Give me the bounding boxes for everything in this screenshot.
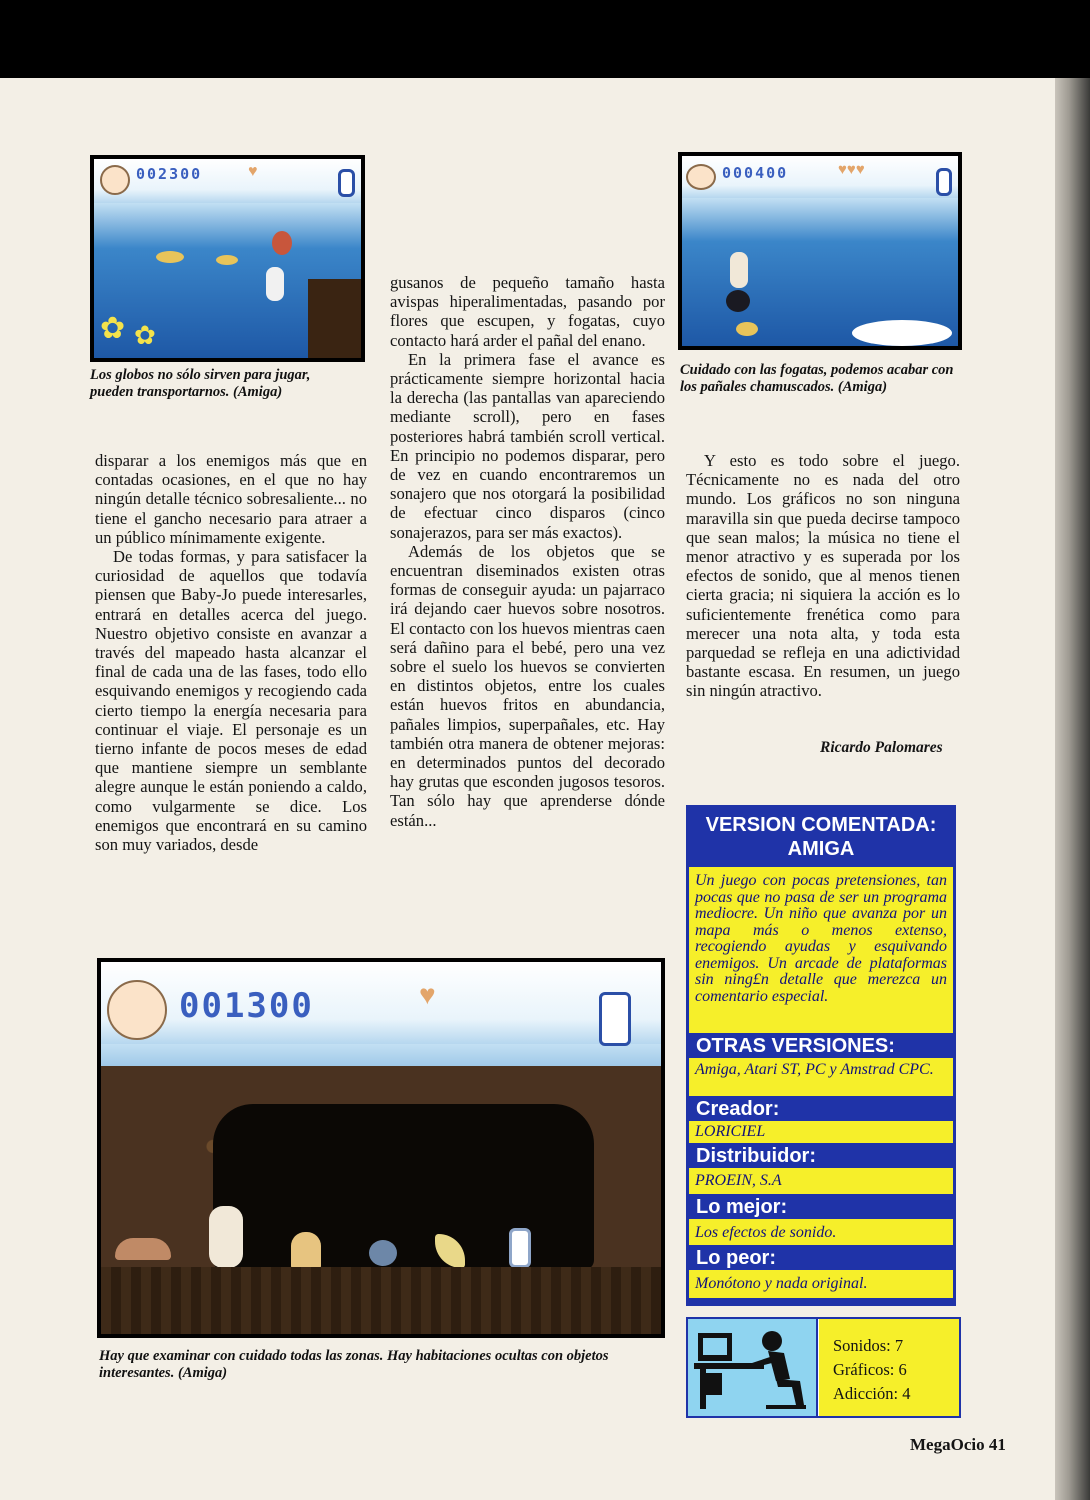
lo-peor-label: Lo peor: xyxy=(696,1247,776,1269)
rating-graficos: Gráficos: 6 xyxy=(833,1360,907,1379)
ratings-values xyxy=(819,1319,959,1416)
hearts-icon: ♥♥♥ xyxy=(838,162,865,178)
creador-value: LORICIEL xyxy=(688,1121,954,1143)
cloud-sprite xyxy=(852,320,952,346)
baby-face-icon xyxy=(686,164,716,190)
computer-user-icon xyxy=(688,1319,818,1416)
egg-sprite xyxy=(291,1232,321,1270)
bottle-icon xyxy=(599,992,631,1046)
lo-mejor-label: Lo mejor: xyxy=(696,1196,788,1218)
caption-cave: Hay que examinar con cuidado todas las zonas. Hay habitaciones ocultas con objetos interesantes. (Amiga) xyxy=(99,1348,609,1381)
bird-sprite xyxy=(216,255,238,265)
article-column-1 xyxy=(95,451,367,854)
distribuidor-value: PROEIN, S.A xyxy=(688,1168,954,1194)
game-score: 001300 xyxy=(179,986,314,1026)
game-scene xyxy=(101,962,661,1334)
flower-sprite: ✿ xyxy=(100,312,126,345)
page-edge xyxy=(1055,78,1090,1500)
game-hud xyxy=(682,156,958,198)
ratings-box xyxy=(686,1317,961,1418)
paragraph: disparar a los enemigos más que en contadas ocasiones, en el que no hay ningún detalle técnico sobresaliente... no tiene el gancho necesario para atraer a un público mínimamente exigente. xyxy=(95,451,367,547)
game-hud xyxy=(101,962,661,1044)
author-byline: Ricardo Palomares xyxy=(820,739,943,756)
paragraph: Y esto es todo sobre el juego. Técnicamente no es nada del otro mundo. Los gráficos no son ninguna maravilla sin que pueda decirse tampoco que sean malos; la música no tiene el menor atractivo y es superada por los efectos de sonido, que al menos tienen cierta gracia; ni siquiera la acción es lo suficientemente frenética como para merecer una nota alta, y toda esta parquedad se refleja en una adictividad bastante escasa. En resumen, un juego sin ningún atractivo. xyxy=(686,451,960,701)
infobox-title-line1: VERSION COMENTADA: xyxy=(705,814,937,836)
infobox-summary: Un juego con pocas pretensiones, tan pocas que no pasa de ser un programa mediocre. Un niño que avanza por un mapa más o menos extenso, recogiendo ayudas y esquivando enemigos. Un arcade de plataformas sin ning£n detalle que merezca un comentario especial. xyxy=(688,867,954,1033)
distribuidor-label: Distribuidor: xyxy=(696,1145,816,1167)
rating-adiccion: Adicción: 4 xyxy=(833,1384,911,1403)
wasp-sprite xyxy=(156,251,184,263)
heart-icon: ♥ xyxy=(248,163,258,180)
bottle-item xyxy=(509,1228,531,1268)
heart-icon: ♥ xyxy=(419,980,436,1011)
paragraph: En la primera fase el avance es prácticamente siempre horizontal hacia la derecha (las pantallas van apareciendo mediante scroll), pero en fases posteriores habrá también scroll vertical. En principio no podemos disparar, pero de vez en cuando encontraremos un sonajero que nos otorgará la posibilidad de efectuar cinco disparos (cinco sonajerazos, para ser más exactos). xyxy=(390,349,665,542)
baby-face-icon xyxy=(100,165,130,195)
paragraph: gusanos de pequeño tamaño hasta avispas hiperalimentadas, pasando por flores que escupen, y fogatas, cuyo contacto hará arder el pañal del enano. xyxy=(390,273,665,350)
caption-balloon: Los globos no sólo sirven para jugar, pueden transportarnos. (Amiga) xyxy=(90,367,311,400)
cave-floor xyxy=(101,1267,661,1334)
otras-versiones-label: OTRAS VERSIONES: xyxy=(696,1035,895,1057)
hidden-room xyxy=(213,1104,594,1270)
bottle-icon xyxy=(338,169,355,197)
fire-sprite xyxy=(726,290,750,312)
screenshot-cave xyxy=(97,958,665,1338)
otras-versiones-value: Amiga, Atari ST, PC y Amstrad CPC. xyxy=(688,1058,954,1096)
screenshot-fire xyxy=(678,152,962,350)
baby-sprite xyxy=(209,1206,243,1268)
article-column-2 xyxy=(390,273,665,830)
lo-mejor-value: Los efectos de sonido. xyxy=(688,1219,954,1245)
infobox-title-line2: AMIGA xyxy=(787,838,855,860)
game-scene xyxy=(682,156,958,346)
baby-sprite xyxy=(266,267,284,301)
lo-peor-value: Monótono y nada original. xyxy=(688,1270,954,1298)
baby-face-icon xyxy=(107,980,167,1040)
computer-user-illustration xyxy=(688,1319,818,1416)
flower-sprite: ✿ xyxy=(134,321,156,350)
diaper-sprite xyxy=(369,1240,397,1266)
game-score: 000400 xyxy=(722,164,789,182)
creador-label: Creador: xyxy=(696,1098,780,1120)
mushroom-sprite xyxy=(115,1238,171,1260)
paragraph: Además de los objetos que se encuentran diseminados existen otras formas de conseguir ayuda: un pajarraco irá dejando caer huevos sobre nosotros. El contacto con los huevos mientras caen será dañino para el bebé, pero una vez sobre el suelo los huevos se convierten en distintos objetos, entre los cuales están huevos fritos en abundancia, pañales limpios, superpañales, etc. Hay también otra manera de obtener mejoras: en determinados puntos del decorado hay grutas que esconden jugosos tesoros. Tan sólo hay que aprenderse dónde están... xyxy=(390,541,665,830)
screenshot-balloon xyxy=(90,155,365,362)
article-column-3 xyxy=(686,451,960,701)
game-hud xyxy=(94,159,361,203)
balloon-sprite xyxy=(272,231,292,255)
infobox-title xyxy=(688,807,954,867)
paragraph: De todas formas, y para satisfacer la curiosidad de aquellos que todavía piensen que Baby-Jo puede interesarles, entrará en detalles acerca del juego. Nuestro objetivo consiste en avanzar a través del mapeado hasta alcanzar el final de cada una de las fases, todo ello esquivando enemigos y recogiendo cada cierto tiempo la energía necesaria para continuar el viaje. El personaje es un tierno infante de pocos meses de edad que mantiene siempre un semblante alegre aunque le están poniendo a caldo, como vulgarmente se dice. Los enemigos que encontrará en su camino son muy variados, desde xyxy=(95,547,367,855)
bird-sprite xyxy=(736,322,758,336)
page-folio: MegaOcio 41 xyxy=(910,1435,1006,1454)
bottle-icon xyxy=(936,168,952,196)
game-score: 002300 xyxy=(136,165,203,183)
game-scene xyxy=(94,159,361,358)
rating-sonidos: Sonidos: 7 xyxy=(833,1336,904,1355)
baby-sprite xyxy=(730,252,748,288)
platform-sprite xyxy=(308,279,361,358)
version-infobox xyxy=(686,805,956,1306)
caption-fire: Cuidado con las fogatas, podemos acabar con los pañales chamuscados. (Amiga) xyxy=(680,362,954,395)
